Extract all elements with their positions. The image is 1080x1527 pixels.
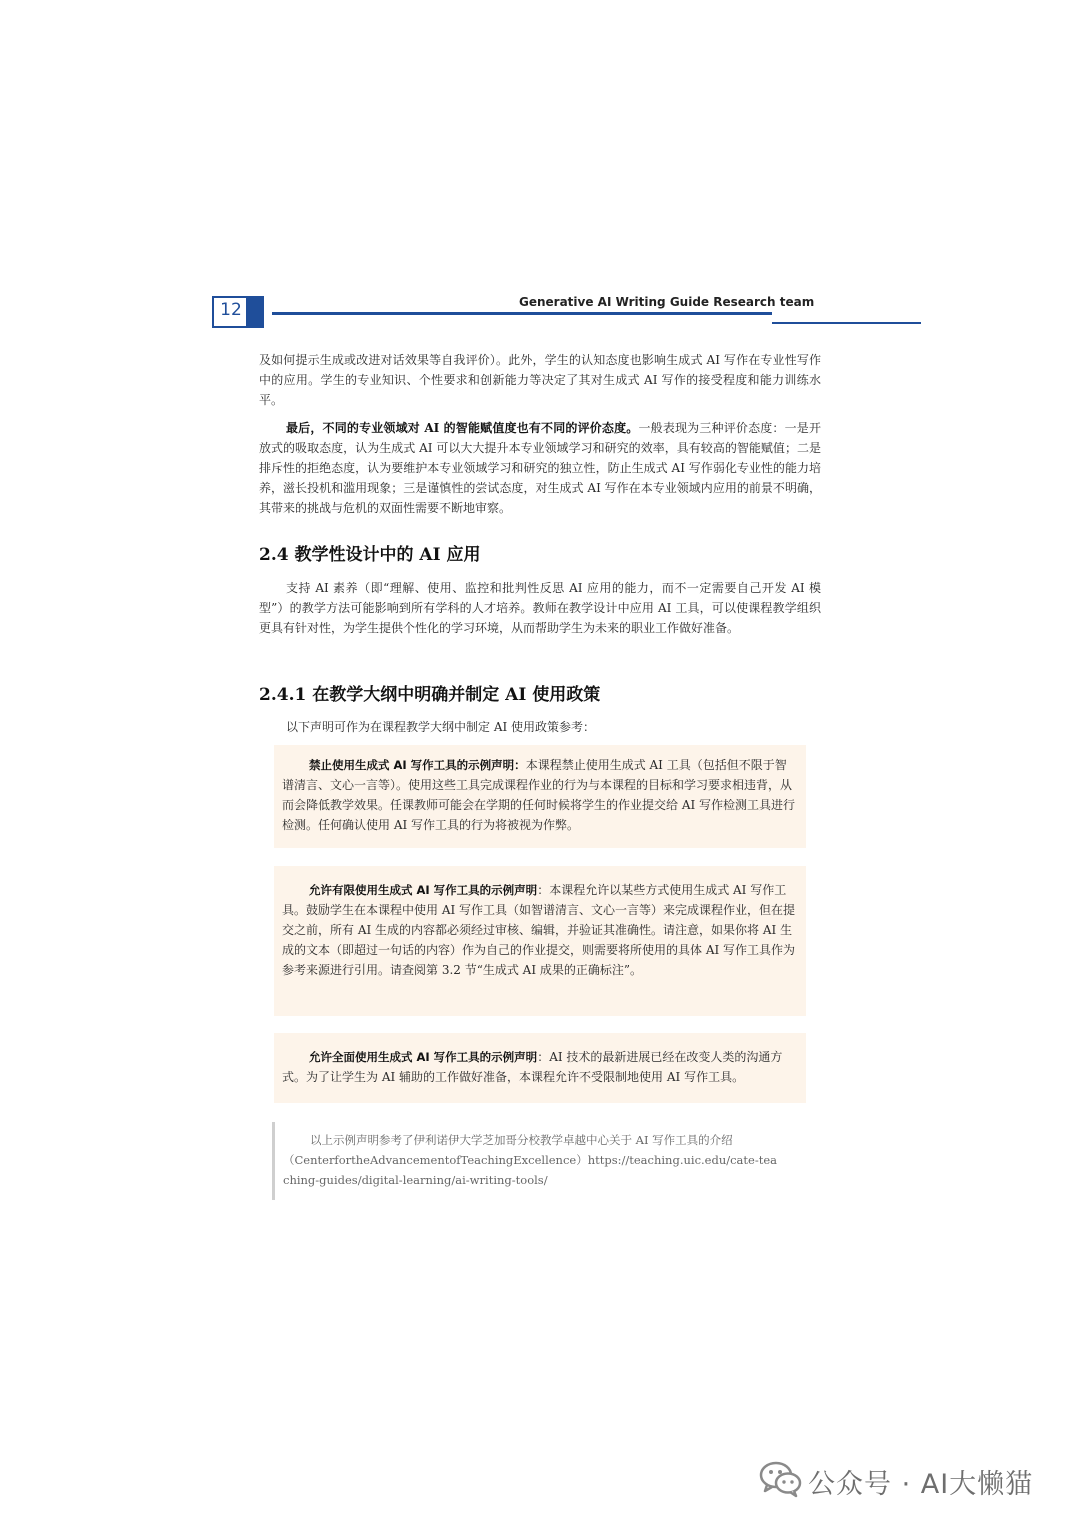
source-quote bbox=[283, 1130, 783, 1190]
policy-box-full bbox=[274, 1033, 806, 1103]
policy-box-prohibit bbox=[274, 745, 806, 848]
section-heading-2-4-1: 2.4.1 在教学大纲中明确并制定 AI 使用政策 bbox=[259, 685, 601, 705]
policy-box-lead: 禁止使用生成式 AI 写作工具的示例声明： bbox=[309, 758, 526, 772]
paragraph-policy-intro: 以下声明可作为在课程教学大纲中制定 AI 使用政策参考： bbox=[286, 720, 596, 734]
policy-box-text: 本课程禁止使用生成式 AI 工具（包括但不限于智谱清言、文心一言等）。使用这些工具完成课程作业的行为与本课程的目标和学习要求相违背，从而会降低教学效果。任课教师可能会在学期的任何时候将学生的作业提交给 AI 写作检测工具进行检测。任何确认使用 AI 写作工具的行为将被视为作弊。 bbox=[282, 758, 796, 832]
page-number-accent bbox=[246, 296, 264, 328]
wechat-icon bbox=[758, 1458, 804, 1498]
watermark-text: 公众号 · AI大懒猫 bbox=[808, 1469, 1034, 1500]
policy-box-lead: 允许有限使用生成式 AI 写作工具的示例声明 bbox=[309, 883, 538, 897]
policy-box-text: ：本课程允许以某些方式使用生成式 AI 写作工具。鼓励学生在本课程中使用 AI 写作工具（如智谱清言、文心一言等）来完成课程作业，但在提交之前，所有 AI 生成的内容都必须经过审核、编辑，并验证其准确性。请注意，如果你将 AI 生成的文本（即超过一句话的内容）作为自己的作业提交，则需要将所使用的具体 AI 写作工具作为参考来源进行引用。请查阅第 3.2 节“生成式 AI 成果的正确标注”。 bbox=[282, 883, 796, 977]
paragraph-evaluation-attitudes bbox=[259, 418, 821, 518]
quote-bar bbox=[272, 1122, 275, 1200]
running-title: Generative AI Writing Guide Research team bbox=[519, 295, 815, 309]
page-number: 12 bbox=[220, 300, 242, 320]
paragraph-body: 一般表现为三种评价态度：一是开放式的吸取态度，认为生成式 AI 可以大大提升本专业领域学习和研究的效率，具有较高的智能赋值；二是排斥性的拒绝态度，认为要维护本专业领域学习和研究的独立性，防止生成式 AI 写作弱化专业性的能力培养，滋长投机和滥用现象；三是谨慎性的尝试态度，对生成式 AI 写作在本专业领域内应用的前景不明确，其带来的挑战与危机的双面性需要不断地审察。 bbox=[259, 421, 821, 515]
paragraph-continuation: 及如何提示生成或改进对话效果等自我评价）。此外，学生的认知态度也影响生成式 AI 写作在专业性写作中的应用。学生的专业知识、个性要求和创新能力等决定了其对生成式 AI 写作的接受程度和能力训练水平。 bbox=[259, 353, 821, 407]
header-rule-offset bbox=[772, 322, 921, 324]
quote-line-1: 以上示例声明参考了伊利诺伊大学芝加哥分校教学卓越中心关于 AI 写作工具的介绍 bbox=[310, 1133, 733, 1147]
section-heading-2-4: 2.4 教学性设计中的 AI 应用 bbox=[259, 545, 481, 565]
quote-line-2: （CenterfortheAdvancementofTeachingExcellence）https://teaching.uic.edu/cate-teaching-guides/digital-learning/ai-writing-tools/ bbox=[283, 1153, 777, 1187]
paragraph-lead: 最后，不同的专业领域对 AI 的智能赋值度也有不同的评价态度。 bbox=[286, 421, 639, 435]
paragraph-ai-literacy: 支持 AI 素养（即“理解、使用、监控和批判性反思 AI 应用的能力，而不一定需要自己开发 AI 模型”）的教学方法可能影响到所有学科的人才培养。教师在教学设计中应用 AI 工具，可以使课程教学组织更具有针对性，为学生提供个性化的学习环境，从而帮助学生为未来的职业工作做好准备。 bbox=[259, 581, 821, 635]
policy-box-lead: 允许全面使用生成式 AI 写作工具的示例声明 bbox=[309, 1050, 538, 1064]
policy-box-limited bbox=[274, 866, 806, 1016]
policy-box-text: ：AI 技术的最新进展已经在改变人类的沟通方式。为了让学生为 AI 辅助的工作做好准备，本课程允许不受限制地使用 AI 写作工具。 bbox=[282, 1050, 783, 1084]
header-rule bbox=[272, 312, 772, 315]
